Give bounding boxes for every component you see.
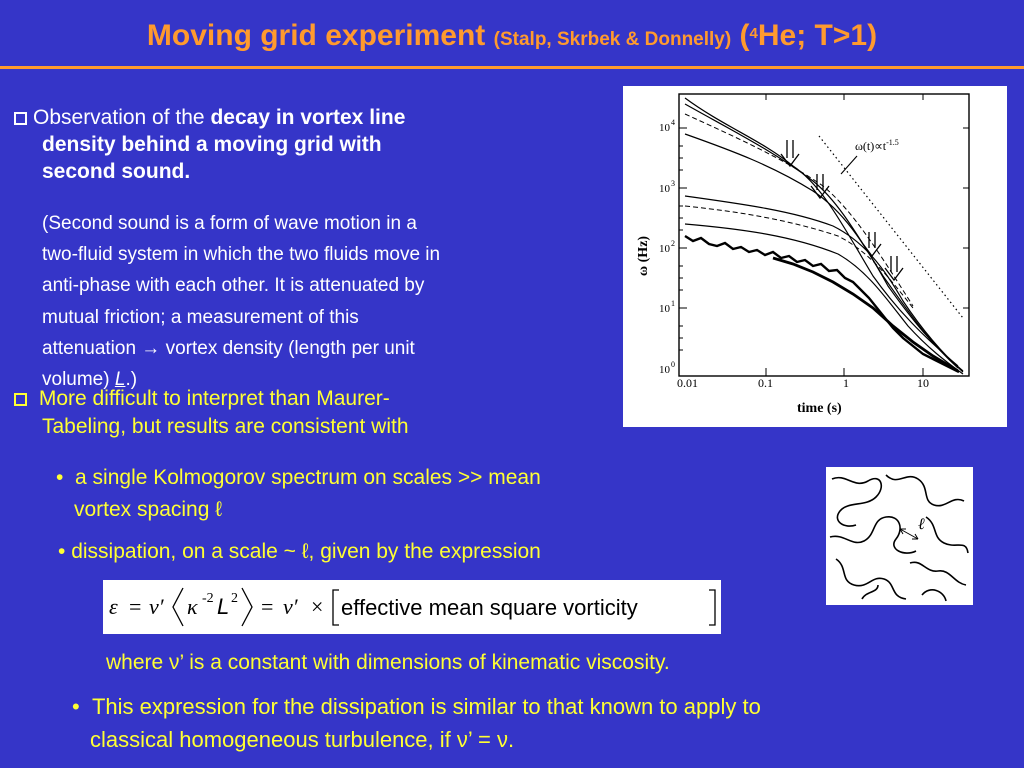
title-iso-open: ( [739,19,750,52]
sub-bullet-3-line-2: classical homogeneous turbulence, if ν’ = ν. [90,727,515,752]
x-tick-label: 0.01 [677,376,698,390]
y-tick-label: 10 [659,364,670,376]
title-iso-mass: 4 [749,25,758,42]
x-axis-label: time (s) [797,401,842,416]
bullet-1-parenthetical [42,208,602,395]
y-tick-labels [659,118,675,376]
paren-line-4: mutual friction; a measurement of this [42,306,359,328]
y-tick-label: 10 [659,183,670,195]
bullet-1-bold-3: second sound. [42,160,191,183]
double-down-arrow-icon [811,174,829,198]
sub-bullet-2 [58,538,758,566]
eq-left-angle [173,588,183,626]
power-law-annotation: $\omega(t)\propto t^{-1.5}$ [855,138,899,153]
x-tick-label: 10 [917,376,929,390]
y-tick-exp: 1 [671,299,675,308]
paren-L: L [114,369,126,391]
decay-plot-svg [623,86,1007,427]
sub-bullet-2-text: dissipation, on a scale ~ ℓ, given by the expression [71,540,541,563]
eq-left-bracket [333,590,339,625]
bullet-1-bold-2: density behind a moving grid with [42,133,382,156]
title-underline [0,66,1024,69]
eq-right-bracket [709,590,715,625]
bullet-1 [14,104,604,185]
y-tick-label: 10 [659,243,670,255]
annotation-pointer [841,156,857,174]
y-tick-exp: 4 [671,118,675,127]
sub-bullet-3-dot: • [72,694,80,719]
eq-L: L [217,594,230,619]
y-tick-exp: 3 [671,179,675,188]
sub-bullet-3 [72,690,1002,756]
title-main: Moving grid experiment [146,19,486,52]
sub-bullet-2-dot: • [58,540,66,563]
x-tick-label: 1 [843,376,849,390]
checkbox-bullet-icon [14,393,27,406]
sub-bullet-1-dot: • [56,466,64,489]
title-iso-rest: He; T>1) [757,19,878,52]
where-line: where ν’ is a constant with dimensions of kinematic viscosity. [106,651,670,674]
y-tick-exp: 2 [671,239,675,248]
double-down-arrow-icon [781,140,799,166]
bullet-2 [14,385,614,441]
paren-line-3: anti-phase with each other. It is attenuated by [42,275,425,297]
eq-exp-minus-two: -2 [202,591,214,606]
decay-plot-image [623,86,1007,427]
y-tick-label: 10 [659,303,670,315]
bullet-1-bold-1: decay in vortex line [210,106,406,129]
equation-svg [103,580,721,634]
sub-bullet-3-line-1: This expression for the dissipation is similar to that known to apply to [91,694,761,719]
eq-nu-prime-1: ν′ [149,594,164,619]
slide-title [0,18,1024,58]
paren-line-5: attenuation → vortex density (length per unit [42,337,415,359]
eq-times: × [311,594,324,619]
y-axis-label: ω (Hz) [636,235,651,277]
eq-nu-prime-2: ν′ [283,594,298,619]
decay-curves [685,98,963,374]
sub-bullet-1 [56,462,756,526]
noisy-data-curve [685,236,959,372]
eq-equals-2: = [261,594,274,619]
down-arrows [781,140,903,280]
dissipation-equation [103,580,721,634]
bullet-2-line-1: More difficult to interpret than Maurer- [33,387,390,410]
y-tick-exp: 0 [671,360,675,369]
x-tick-label: 0.1 [758,376,773,390]
paren-line-1: (Second sound is a form of wave motion in a [42,213,417,234]
eq-epsilon: ε [109,594,118,619]
eq-exp-two: 2 [231,591,238,606]
vortex-tangle-image [826,467,973,605]
eq-bracket-text: effective mean square vorticity [341,595,638,620]
bullet-2-line-2: Tabeling, but results are consistent with [42,415,409,438]
eq-equals-1: = [129,594,142,619]
sub-bullet-1-line-1: a single Kolmogorov spectrum on scales >> mean [75,466,541,489]
y-tick-label: 10 [659,122,670,134]
eq-right-angle [242,588,252,626]
vortex-tangle-svg [826,467,973,605]
paren-line-6a: volume) [42,369,115,391]
checkbox-bullet-icon [14,112,27,125]
x-tick-labels [677,376,929,390]
title-authors: (Stalp, Skrbek & Donnelly) [493,29,732,50]
eq-kappa: κ [187,594,198,619]
bullet-1-lead: Observation of the [33,106,205,129]
sub-bullet-1-line-2: vortex spacing ℓ [74,498,223,521]
paren-line-6c: .) [125,369,138,391]
vortex-spacing-label: ℓ [918,516,925,533]
paren-line-2: two-fluid system in which the two fluids move in [42,244,441,266]
vortex-lines [830,475,968,601]
